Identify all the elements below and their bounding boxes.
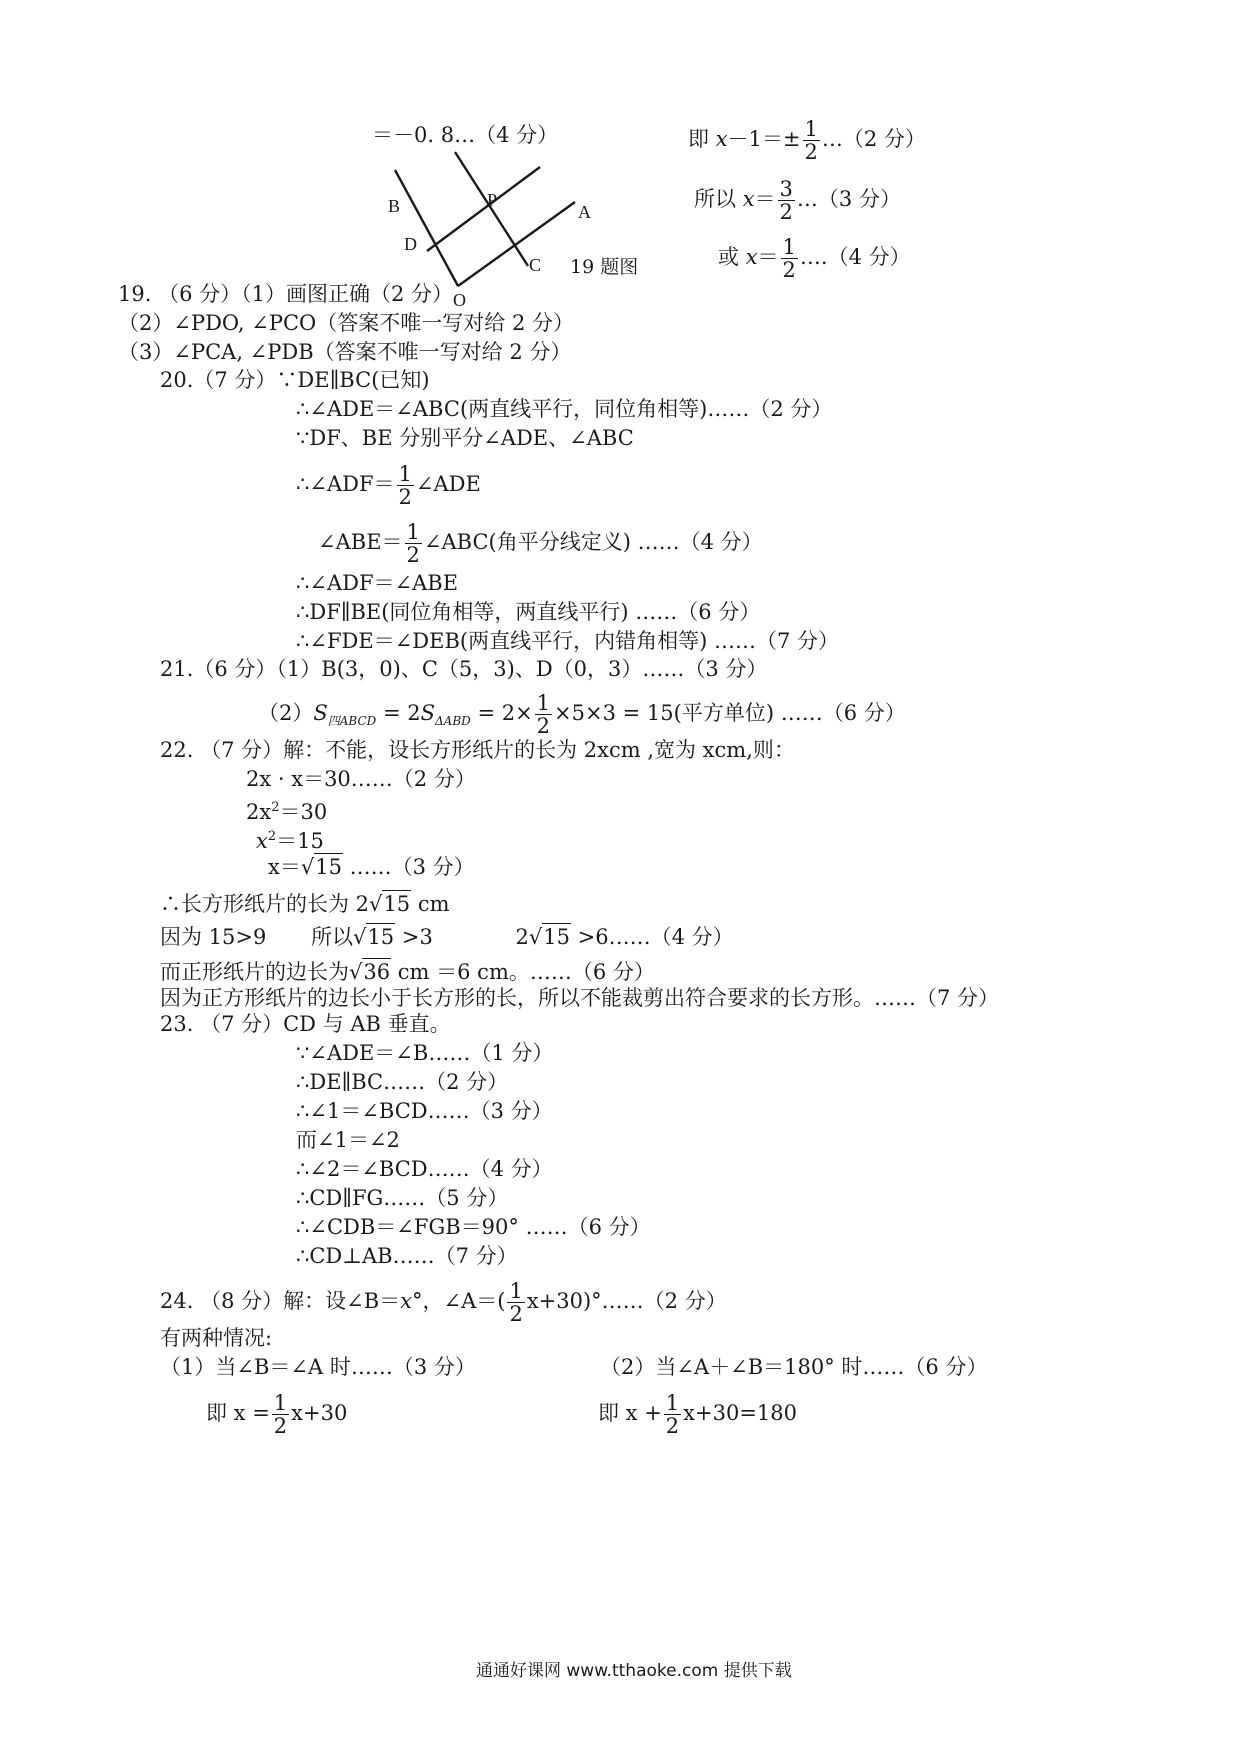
sqrt: √15 <box>528 925 570 949</box>
sqrt: √15 <box>353 925 395 949</box>
q22-line-6: ∴长方形纸片的长为 2√15 cm <box>160 892 450 916</box>
label-P: P <box>487 190 498 210</box>
fraction: $\frac{1}{2}$ <box>398 462 412 510</box>
q19-line-2: （2）∠PDO, ∠PCO（答案不唯一写对给 2 分） <box>118 311 574 335</box>
q22-line-2: 2x · x＝30……（2 分） <box>246 767 476 791</box>
q23-line-9: ∴CD⊥AB……（7 分） <box>296 1244 518 1268</box>
ray-OB <box>395 170 458 286</box>
fraction: $\frac{1}{2}$ <box>273 1391 288 1439</box>
fraction: $\frac{1}{2}$ <box>665 1391 680 1439</box>
label-B: B <box>388 196 401 216</box>
q21-line-1: 21.（6 分）（1）B(3，0)、C（5，3)、D（0，3）……（3 分） <box>160 657 768 681</box>
q24-equation-1: 即 x = $\frac{1}{2}$ x+30 <box>206 1391 348 1439</box>
fraction: $\frac{1}{2}$ <box>782 235 796 283</box>
q23-line-5: 而∠1＝∠2 <box>296 1128 400 1152</box>
figure-caption: 19 题图 <box>570 256 639 278</box>
label-C: C <box>529 255 542 275</box>
equation-line-2: 所以 x＝ $\frac{3}{2}$ …（3 分） <box>694 177 901 225</box>
fraction: $\frac{1}{2}$ <box>406 520 420 568</box>
sqrt: √36 <box>349 960 391 984</box>
label-A: A <box>578 202 591 222</box>
q24-case-1: （1）当∠B＝∠A 时……（3 分） <box>160 1355 476 1379</box>
q20-line-2: ∴∠ADE＝∠ABC(两直线平行，同位角相等)……（2 分） <box>296 397 833 421</box>
q22-line-4: $x^2=15$ <box>256 829 324 853</box>
q22-line-9: 因为正方形纸片的边长小于长方形的长，所以不能裁剪出符合要求的长方形。……（7 分） <box>160 986 1000 1010</box>
q22-line-3: $2x^2=30$ <box>246 800 328 824</box>
q20-line-6: ∴∠ADF＝∠ABE <box>296 571 459 595</box>
step-result: ＝－0. 8…（4 分） <box>372 123 559 147</box>
label-O: O <box>453 290 466 310</box>
q24-equation-2: 即 x + $\frac{1}{2}$ x+30=180 <box>598 1391 798 1439</box>
fraction: $\frac{1}{2}$ <box>804 117 818 165</box>
q24-line-1: 24. （8 分）解：设∠B＝x°，∠A＝( $\frac{1}{2}$ x+30)°……（2 分） <box>160 1279 727 1327</box>
q23-line-4: ∴∠1＝∠BCD……（3 分） <box>296 1099 553 1123</box>
label-D: D <box>404 234 417 254</box>
q23-line-2: ∵∠ADE＝∠B……（1 分） <box>296 1041 554 1065</box>
fraction: $\frac{1}{2}$ <box>536 691 551 739</box>
q21-line-2: $(2)S_{四ABCD} = 2S_{\Delta ABD} = 2\times$ $\frac{1}{2}$ ×5×3 = 15(平方单位) ……（6 分） <box>258 691 906 739</box>
q19-line-1: 19. （6 分）（1）画图正确（2 分） <box>118 282 454 306</box>
q20-line-1: 20.（7 分）∵DE∥BC(已知) <box>160 368 430 392</box>
q20-line-3: ∵DF、BE 分别平分∠ADE、∠ABC <box>296 426 634 450</box>
sqrt: √15 <box>369 892 411 916</box>
q24-line-2: 有两种情况: <box>160 1326 273 1350</box>
q23-line-6: ∴∠2＝∠BCD……（4 分） <box>296 1157 553 1181</box>
q23-line-7: ∴CD∥FG……（5 分） <box>296 1186 509 1210</box>
q20-line-7: ∴DF∥BE(同位角相等，两直线平行) ……（6 分） <box>296 600 761 624</box>
q24-case-2: （2）当∠A＋∠B＝180° 时……（6 分） <box>600 1355 988 1379</box>
sqrt: √15 <box>300 855 342 879</box>
q22-line-1: 22. （7 分）解：不能，设长方形纸片的长为 2xcm ,宽为 xcm,则： <box>160 738 795 762</box>
q19-line-3: （3）∠PCA, ∠PDB（答案不唯一写对给 2 分） <box>118 340 572 364</box>
q22-line-5: x＝√15 ……（3 分） <box>268 855 475 879</box>
q23-line-1: 23. （7 分）CD 与 AB 垂直。 <box>160 1012 451 1036</box>
equation-line-1: 即 x－1＝± $\frac{1}{2}$ …（2 分） <box>688 117 926 165</box>
fraction: $\frac{3}{2}$ <box>779 177 793 225</box>
q23-line-3: ∴DE∥BC……（2 分） <box>296 1070 509 1094</box>
q20-line-4: ∴∠ADF＝ $\frac{1}{2}$ ∠ADE <box>296 462 481 510</box>
fraction: $\frac{1}{2}$ <box>509 1279 523 1327</box>
q22-line-8: 而正形纸片的边长为√36 cm ＝6 cm。……（6 分） <box>160 960 655 984</box>
equation-line-3: 或 x＝ $\frac{1}{2}$ ….（4 分） <box>718 235 911 283</box>
q20-line-8: ∴∠FDE＝∠DEB(两直线平行，内错角相等) ……（7 分） <box>296 629 839 653</box>
q23-line-8: ∴∠CDB＝∠FGB＝90° ……（6 分） <box>296 1215 651 1239</box>
page-footer: 通通好课网 www.tthaoke.com 提供下载 <box>476 1661 792 1681</box>
q22-line-7: 因为 15>9 所以√15 >3 2√15 >6……（4 分） <box>160 925 734 949</box>
q20-line-5: ∠ABE＝ $\frac{1}{2}$ ∠ABC(角平分线定义) ……（4 分） <box>318 520 763 568</box>
